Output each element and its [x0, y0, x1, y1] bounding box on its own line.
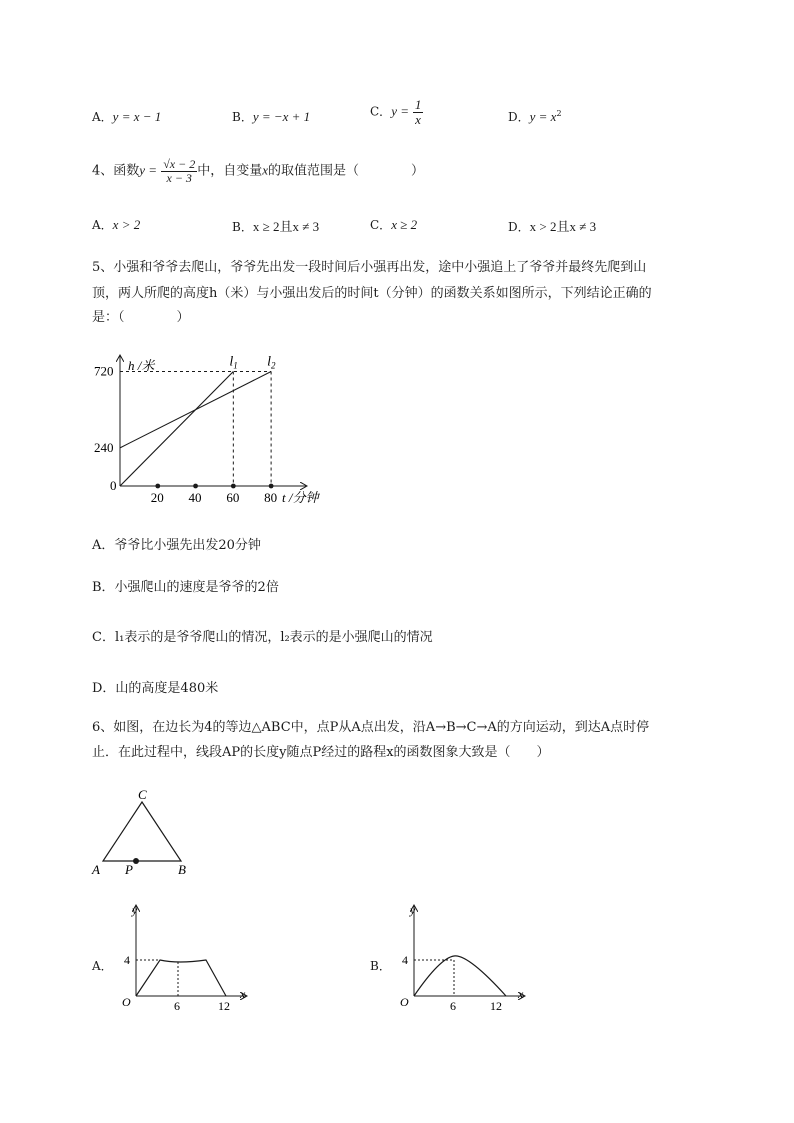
triangle-figure — [88, 784, 198, 880]
x-tick-dot-20 — [155, 484, 160, 489]
point-p-dot — [133, 858, 139, 864]
origin-label: 0 — [110, 478, 117, 493]
q5-option-a: A．爷爷比小强先出发20分钟 — [92, 538, 261, 553]
graph-a-curve — [136, 960, 226, 996]
q4-option-a: A．x > 2 — [92, 217, 141, 232]
question-6-line-1: 6、如图，在边长为4的等边△ABC中，点P从A点出发，沿A→B→C→A的方向运动，到达A点时停 — [92, 720, 650, 735]
x-axis-label: t /分钟 — [282, 490, 319, 505]
question-6-line-2: 止．在此过程中，线段AP的长度y随点P经过的路程x的函数图象大致是（ ） — [92, 745, 550, 760]
svg-text:6: 6 — [174, 999, 180, 1013]
x-tick-label-20: 20 — [150, 490, 164, 505]
vertex-a-label: A — [92, 862, 100, 877]
q3-option-c: C．y = $\frac{1}{x}$ — [370, 97, 422, 127]
svg-text:x: x — [240, 987, 246, 1001]
q3-option-b: B．y = −x + 1 — [232, 109, 311, 124]
x-tick-label-60: 60 — [226, 490, 240, 505]
svg-text:O: O — [400, 995, 409, 1009]
x-tick-dot-80 — [269, 484, 274, 489]
y-axis-label: h /米 — [128, 358, 155, 373]
q4-option-c: C．x ≥ 2 — [370, 217, 418, 232]
svg-text:y: y — [132, 903, 138, 917]
height-time-chart — [88, 350, 328, 510]
x-tick-label-80: 80 — [264, 490, 278, 505]
x-tick-dot-60 — [231, 484, 236, 489]
vertex-b-label: B — [178, 862, 186, 877]
svg-text:12: 12 — [490, 999, 502, 1013]
x-tick-dot-40 — [193, 484, 198, 489]
y-tick-label-720: 720 — [94, 363, 114, 379]
q6-graph-b — [386, 898, 536, 1013]
x-tick-label-40: 40 — [188, 490, 202, 505]
graph-b-curve — [414, 956, 506, 996]
series-line-l2 — [120, 372, 271, 448]
svg-text:12: 12 — [218, 999, 230, 1013]
svg-text:x: x — [518, 987, 524, 1001]
svg-text:4: 4 — [402, 953, 408, 967]
q6-graph-a — [108, 898, 258, 1013]
q4-option-b: B．x ≥ 2且x ≠ 3 — [232, 219, 320, 234]
q3-option-a: A．y = x − 1 — [92, 109, 162, 124]
svg-text:4: 4 — [124, 953, 130, 967]
q6-option-b-label: B． — [370, 959, 391, 973]
svg-text:O: O — [122, 995, 131, 1009]
svg-text:6: 6 — [450, 999, 456, 1013]
vertex-c-label: C — [138, 787, 147, 802]
q5-option-c: C．l₁表示的是爷爷爬山的情况，l₂表示的是小强爬山的情况 — [92, 630, 433, 645]
y-tick-label-240: 240 — [94, 439, 114, 455]
triangle-abc — [103, 802, 181, 861]
q4-option-d: D．x > 2且x ≠ 3 — [508, 219, 597, 234]
q3-option-d: D．$y = x^2$ — [508, 109, 562, 124]
q5-option-b: B．小强爬山的速度是爷爷的2倍 — [92, 580, 279, 595]
q5-option-d: D．山的高度是480米 — [92, 681, 219, 696]
q6-option-a-label: A． — [92, 959, 113, 973]
point-p-label: P — [125, 862, 133, 877]
series-line-l1 — [120, 372, 233, 486]
line-label-l2: $l_2$ — [267, 354, 276, 371]
question-5-line-2: 顶，两人所爬的高度h（米）与小强出发后的时间t（分钟）的函数关系如图所示，下列结论正确的 — [92, 286, 652, 301]
question-4-stem: 4、函数y = $\frac{√x - 2}{x - 3}$ 中，自变量x的取值范围是（ ） — [92, 157, 425, 185]
line-label-l1: $l_1$ — [229, 354, 238, 371]
question-5-line-1: 5、小强和爷爷去爬山，爷爷先出发一段时间后小强再出发，途中小强追上了爷爷并最终先爬到山 — [92, 260, 647, 275]
question-5-line-3: 是：（ ） — [92, 310, 190, 325]
svg-text:y: y — [410, 903, 416, 917]
